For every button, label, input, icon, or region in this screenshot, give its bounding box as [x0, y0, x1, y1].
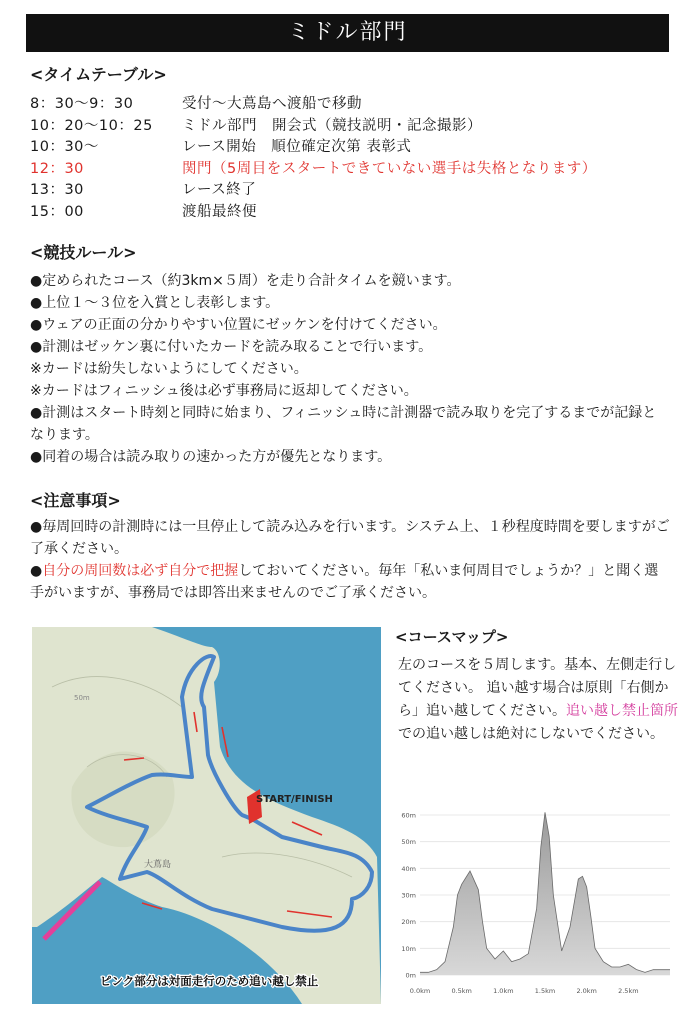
start-finish-label: START/FINISH	[256, 794, 333, 805]
timetable	[30, 92, 670, 221]
y-tick-label: 0m	[405, 971, 416, 980]
timetable-desc: 渡船最終便	[182, 203, 257, 220]
timetable-time: 10：20～10：25	[30, 117, 153, 134]
elevation-chart	[392, 805, 682, 1010]
course-map	[32, 627, 381, 1004]
notes-list	[30, 516, 670, 604]
note-2-highlight: 自分の周回数は必ず自分で把握	[42, 563, 239, 579]
rules-heading: <競技ルール>	[30, 243, 137, 262]
section-banner: ミドル部門	[26, 14, 669, 52]
timetable-desc: レース終了	[182, 182, 257, 198]
x-tick-label: 2.0km	[576, 987, 597, 995]
map-description-end: での追い越しは絶対にしないでください。	[398, 726, 664, 742]
timetable-time: 13：30	[30, 182, 84, 198]
y-tick-label: 30m	[401, 891, 416, 900]
x-tick-label: 1.5km	[534, 987, 556, 995]
island-label: 大蔦島	[144, 860, 172, 870]
x-tick-label: 2.5km	[618, 987, 639, 995]
y-tick-label: 40m	[401, 864, 416, 873]
x-tick-label: 0.0km	[409, 987, 431, 995]
elevation-area	[420, 812, 670, 975]
timetable-time: 10：30～	[30, 139, 99, 155]
timetable-desc: レース開始 順位確定次第 表彰式	[182, 139, 412, 155]
timetable-desc: ミドル部門 開会式（競技説明・記念撮影）	[182, 117, 482, 134]
note-1: ●毎周回時の計測時には一旦停止して読み込みを行います。システム上、１秒程度時間を要しますがご了承ください。	[30, 519, 670, 557]
rule-line: ●定められたコース（約3km×５周）を走り合計タイムを競います。	[30, 273, 461, 289]
no-overtake-caption: ピンク部分は対面走行のため追い越し禁止	[100, 974, 319, 988]
rule-line: ●上位１～３位を入賞とし表彰します。	[30, 295, 280, 311]
timetable-time: 15：00	[30, 203, 84, 220]
note-2-bullet: ●	[30, 563, 43, 579]
timetable-time: 12：30	[30, 160, 84, 177]
notes-heading: <注意事項>	[30, 491, 121, 510]
rule-line: ●同着の場合は読み取りの速かった方が優先となります。	[30, 449, 392, 465]
note-2	[30, 560, 670, 604]
rule-line: ●計測はゼッケン裏に付いたカードを読み取ることで行います。	[30, 339, 433, 355]
map-description-highlight: 追い越し禁止箇所	[566, 703, 678, 719]
x-tick-label: 0.5km	[451, 987, 472, 995]
rules-list	[30, 270, 670, 468]
timetable-row	[30, 114, 670, 136]
rule-line: ●計測はスタート時刻と同時に始まり、フィニッシュ時に計測器で読み取りを完了するまでが記録となります。	[30, 405, 657, 443]
timetable-time: 8：30～9：30	[30, 96, 134, 112]
y-tick-label: 60m	[401, 811, 416, 820]
rule-line: ●ウェアの正面の分かりやすい位置にゼッケンを付けてください。	[30, 317, 447, 333]
timetable-row	[30, 178, 670, 200]
timetable-row	[30, 200, 670, 222]
rule-line: ※カードは紛失しないようにしてください。	[30, 361, 308, 377]
note-2-rest: しておいてください。毎年「私いま何周目でしょうか？」と聞く選手がいますが、事務局では即答出来ませんのでご了承ください。	[30, 563, 659, 601]
map-heading: <コースマップ>	[395, 628, 509, 646]
y-tick-label: 10m	[401, 944, 416, 953]
contour-label: 50m	[74, 694, 90, 702]
map-description-main: 左のコースを５周します。基本、左側走行してください。 追い越す場合は原則「右側から」追い越してください。	[398, 657, 677, 719]
timetable-heading: <タイムテーブル>	[30, 65, 167, 84]
timetable-row	[30, 135, 670, 157]
timetable-row	[30, 157, 670, 179]
y-tick-label: 50m	[401, 838, 416, 847]
map-description	[398, 654, 683, 746]
rule-line: ※カードはフィニッシュ後は必ず事務局に返却してください。	[30, 383, 418, 399]
timetable-desc: 受付～大蔦島へ渡船で移動	[182, 96, 362, 112]
timetable-row	[30, 92, 670, 114]
x-tick-label: 1.0km	[493, 987, 514, 995]
timetable-desc: 関門（5周目をスタートできていない選手は失格となります）	[182, 160, 597, 177]
y-tick-label: 20m	[401, 918, 416, 927]
